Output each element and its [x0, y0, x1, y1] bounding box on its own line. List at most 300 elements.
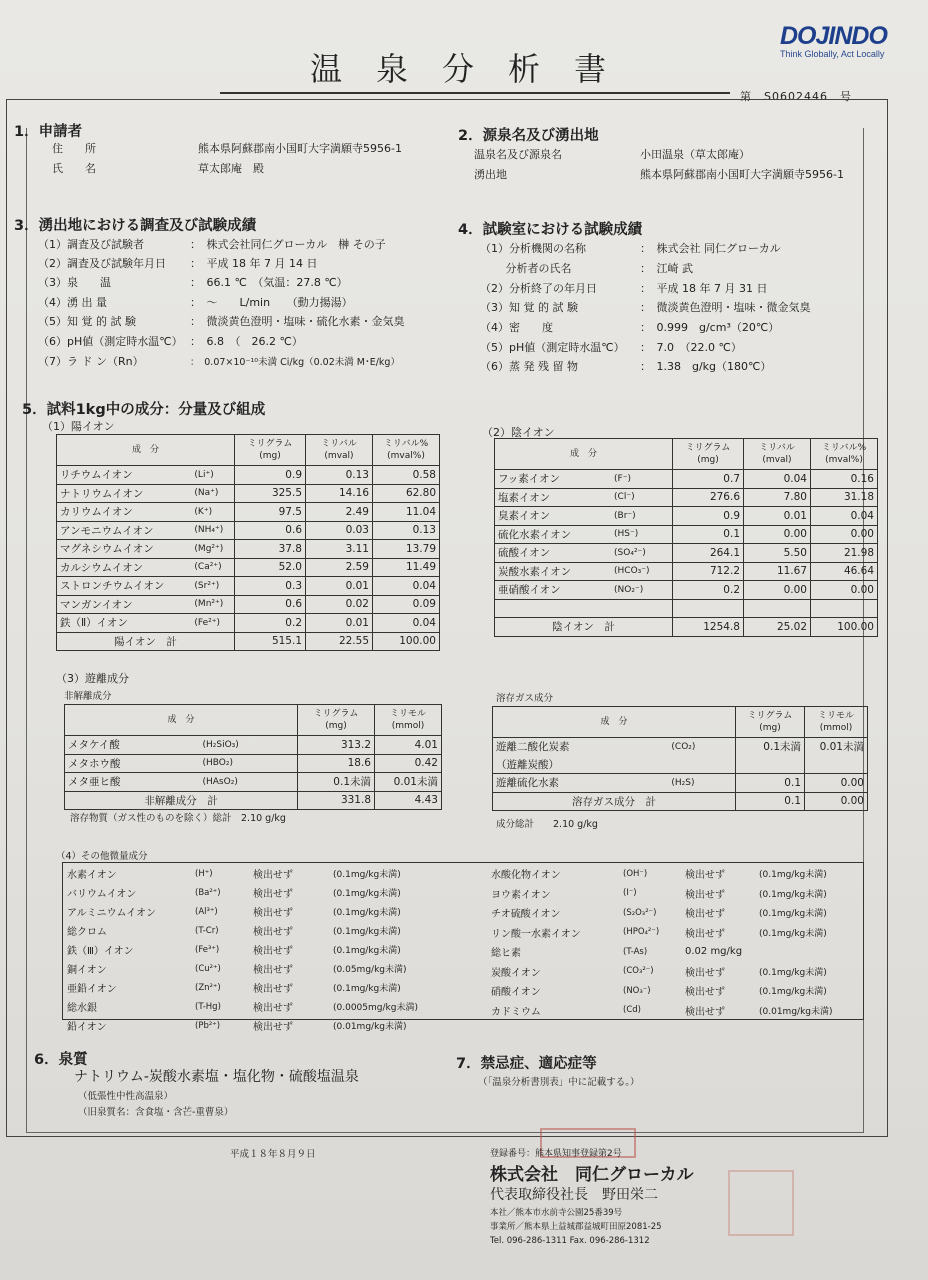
cation-mval: 3.11	[306, 540, 373, 559]
company-seal	[728, 1170, 794, 1236]
trace-limit: (0.1mg/kg未満)	[759, 987, 827, 998]
gas-total-mmol: 0.00	[805, 792, 868, 811]
trace-result: 検出せず	[253, 946, 293, 957]
cation-header-component: 成 分	[57, 435, 235, 466]
trace-limit: (0.1mg/kg未満)	[759, 889, 827, 900]
cation-mg: 0.2	[235, 614, 306, 633]
s3-value-2: ： 平成 18 年 7 月 14 日	[190, 257, 318, 270]
non-dissociated-table	[64, 704, 442, 810]
gas-name: 遊離硫化水素	[493, 774, 669, 793]
list-item	[66, 883, 419, 902]
trace-components-label: （4）その他微量成分	[56, 851, 148, 862]
anion-mvalpct: 21.98	[811, 544, 878, 563]
gas-header-mmol: ミリモル (mmol)	[805, 707, 868, 738]
phone-fax: Tel. 096-286-1311 Fax. 096-286-1312	[490, 1236, 650, 1246]
nd-total-mmol: 4.43	[375, 791, 442, 810]
nd-name: メタ亜ヒ酸	[65, 773, 200, 792]
s3-label-5: （5）知 覚 的 試 験	[38, 315, 136, 328]
anion-total-row	[495, 618, 878, 637]
table-row	[57, 540, 440, 559]
table-row	[57, 484, 440, 503]
table-row	[495, 488, 878, 507]
cation-mg: 52.0	[235, 558, 306, 577]
s4-label-6: （5）pH値（測定時水温℃）	[480, 341, 625, 354]
anion-formula: (HCO₃⁻)	[611, 562, 672, 581]
registration-number: 登録番号：熊本県知事登録第2号	[490, 1149, 622, 1159]
free-components-label: （3）遊離成分	[56, 672, 129, 685]
s3-label-7: （7）ラ ド ン（Rn）	[38, 355, 144, 368]
cation-name: マグネシウムイオン	[57, 540, 192, 559]
trace-formula: (T-As)	[623, 946, 648, 957]
anion-mg: 0.7	[673, 470, 744, 489]
cation-formula: (Li⁺)	[191, 466, 234, 485]
cation-mg: 97.5	[235, 503, 306, 522]
anion-name: 硫酸イオン	[495, 544, 612, 563]
cation-mg: 0.6	[235, 521, 306, 540]
cation-name: カリウムイオン	[57, 503, 192, 522]
anion-header-component: 成 分	[495, 439, 673, 470]
representative: 代表取締役社長 野田栄二	[490, 1187, 658, 1203]
anion-mvalpct: 46.64	[811, 562, 878, 581]
cation-total-mvalpct: 100.00	[373, 632, 440, 651]
cation-mvalpct: 13.79	[373, 540, 440, 559]
applicant-address: 熊本県阿蘇郡南小国町大字満願寺5956-1	[198, 142, 402, 155]
gas-formula: (CO₂)	[668, 738, 735, 756]
trace-formula: (Cd)	[623, 1005, 641, 1016]
s3-value-6: ： 6.8 （ 26.2 ℃）	[190, 335, 303, 348]
trace-formula: (Al³⁺)	[195, 906, 218, 917]
cation-formula: (Mn²⁺)	[191, 595, 234, 614]
table-row	[495, 562, 878, 581]
s3-label-2: （2）調査及び試験年月日	[38, 257, 166, 270]
table-row	[57, 558, 440, 577]
trace-limit: (0.1mg/kg未満)	[333, 908, 401, 918]
gas-mg: 0.1未満	[736, 738, 805, 756]
anion-mval: 5.50	[744, 544, 811, 563]
cation-name: ナトリウムイオン	[57, 484, 192, 503]
anion-mg: 0.1	[673, 525, 744, 544]
s4-label-4: （3）知 覚 的 試 験	[480, 301, 578, 314]
table-row	[57, 577, 440, 596]
trace-name: アルミニウムイオン	[67, 908, 156, 919]
cation-mval: 2.59	[306, 558, 373, 577]
nd-mg: 313.2	[298, 736, 375, 755]
trace-limit: (0.1mg/kg未満)	[333, 927, 401, 937]
cation-mg: 0.6	[235, 595, 306, 614]
s3-label-4: （4）湧 出 量	[38, 296, 107, 309]
list-item	[66, 997, 419, 1016]
anion-name: 炭酸水素イオン	[495, 562, 612, 581]
trace-limit: (0.1mg/kg未満)	[333, 946, 401, 956]
trace-limit: (0.05mg/kg未満)	[333, 965, 407, 975]
anion-mvalpct: 0.00	[811, 525, 878, 544]
dissolved-total-note: 溶存物質（ガス性のものを除く）総計 2.10 g/kg	[70, 813, 286, 824]
list-item	[66, 902, 419, 921]
trace-result: 検出せず	[253, 908, 293, 919]
s4-label-5: （4）密 度	[480, 321, 553, 334]
table-row	[493, 774, 868, 793]
anion-name: 塩素イオン	[495, 488, 612, 507]
document-title: 温泉分析書	[220, 44, 730, 94]
section-4-heading: 4．試験室における試験成績	[458, 222, 643, 238]
anion-formula: (NO₂⁻)	[611, 581, 672, 600]
trace-name: 水酸化物イオン	[491, 870, 561, 882]
cation-name: ストロンチウムイオン	[57, 577, 192, 596]
list-item	[490, 884, 834, 904]
trace-result: 検出せず	[253, 1022, 293, 1033]
trace-limit: (0.1mg/kg未満)	[759, 870, 827, 881]
trace-name: 鉄（Ⅲ）イオン	[67, 946, 134, 957]
document-number: 第 S0602446 号	[740, 90, 852, 103]
table-row	[57, 614, 440, 633]
list-item	[490, 962, 834, 982]
s4-label-7: （6）蒸 発 残 留 物	[480, 360, 578, 373]
cation-mg: 325.5	[235, 484, 306, 503]
anion-formula: (SO₄²⁻)	[611, 544, 672, 563]
applicant-address-label: 住 所	[52, 142, 96, 155]
table-row	[495, 544, 878, 563]
trace-formula: (HPO₄²⁻)	[623, 927, 660, 938]
trace-formula: (Cu²⁺)	[195, 963, 221, 974]
table-row	[65, 754, 442, 773]
table-row	[495, 470, 878, 489]
trace-formula: (NO₃⁻)	[623, 985, 651, 996]
cation-mval: 0.13	[306, 466, 373, 485]
head-office-address: 本社／熊本市水前寺公園25番39号	[490, 1208, 623, 1218]
anion-mg: 0.9	[673, 507, 744, 526]
table-row	[57, 521, 440, 540]
cation-header-mg: ミリグラム (mg)	[235, 435, 306, 466]
anion-table	[494, 438, 878, 637]
table-row	[493, 756, 868, 774]
cation-mg: 37.8	[235, 540, 306, 559]
anion-total-label: 陰イオン 計	[495, 618, 673, 637]
trace-result: 検出せず	[253, 927, 293, 938]
cation-mvalpct: 0.09	[373, 595, 440, 614]
gas-name-sub: （遊離炭酸）	[493, 756, 669, 774]
cation-mval: 0.01	[306, 614, 373, 633]
table-row	[495, 507, 878, 526]
section-3-heading: 3．湧出地における調査及び試験成績	[14, 218, 257, 234]
gas-formula: (H₂S)	[668, 774, 735, 793]
section-5-heading: 5．試料1kg中の成分：分量及び組成	[22, 402, 266, 418]
spring-name-label: 温泉名及び源泉名	[474, 148, 562, 161]
gas-mmol: 0.00	[805, 774, 868, 793]
anion-name: フッ素イオン	[495, 470, 612, 489]
cation-mvalpct: 62.80	[373, 484, 440, 503]
nd-mg: 0.1未満	[298, 773, 375, 792]
s4-value-6: ： 7.0 （22.0 ℃）	[640, 341, 742, 354]
section-1-heading: 1．申請者	[14, 124, 83, 140]
spring-name: 小田温泉（草太郎庵）	[640, 148, 750, 161]
s4-value-4: ： 微淡黄色澄明・塩味・微金気臭	[640, 301, 811, 314]
nd-total-mg: 331.8	[298, 791, 375, 810]
trace-result: 検出せず	[253, 1003, 293, 1014]
anion-formula: (F⁻)	[611, 470, 672, 489]
trace-formula: (Fe³⁺)	[195, 944, 220, 955]
cation-name: カルシウムイオン	[57, 558, 192, 577]
cation-formula: (Mg²⁺)	[191, 540, 234, 559]
table-row	[495, 599, 878, 618]
section-6-heading: 6．泉質	[34, 1052, 88, 1068]
cation-name: 鉄（Ⅱ）イオン	[57, 614, 192, 633]
trace-formula: (Zn²⁺)	[195, 982, 221, 993]
s4-label-1: （1）分析機関の名称	[480, 242, 586, 255]
cation-formula: (Na⁺)	[191, 484, 234, 503]
cation-mval: 14.16	[306, 484, 373, 503]
cation-mval: 2.49	[306, 503, 373, 522]
s3-label-6: （6）pH値（測定時水温℃）	[38, 335, 183, 348]
cation-mvalpct: 11.04	[373, 503, 440, 522]
cation-formula: (Sr²⁺)	[191, 577, 234, 596]
trace-result: 検出せず	[253, 889, 293, 900]
cation-name: リチウムイオン	[57, 466, 192, 485]
anions-label: （2）陰イオン	[482, 426, 555, 439]
anion-mvalpct: 0.16	[811, 470, 878, 489]
anion-header-mval: ミリバル (mval)	[744, 439, 811, 470]
cation-total-label: 陽イオン 計	[57, 632, 235, 651]
gas-mmol: 0.01未満	[805, 738, 868, 756]
list-item	[490, 942, 834, 962]
trace-limit: (0.1mg/kg未満)	[333, 889, 401, 899]
table-row	[495, 525, 878, 544]
cations-label: （1）陽イオン	[42, 420, 115, 433]
anion-total-mvalpct: 100.00	[811, 618, 878, 637]
cation-mg: 0.9	[235, 466, 306, 485]
gas-total-label: 溶存ガス成分 計	[493, 792, 736, 811]
nd-name: メタケイ酸	[65, 736, 200, 755]
list-item	[66, 1016, 419, 1035]
list-item	[490, 903, 834, 923]
list-item	[66, 978, 419, 997]
nd-mmol: 4.01	[375, 736, 442, 755]
trace-name: リン酸一水素イオン	[491, 928, 581, 940]
anion-name: 亜硝酸イオン	[495, 581, 612, 600]
anion-total-mval: 25.02	[744, 618, 811, 637]
trace-limit: (0.1mg/kg未満)	[759, 967, 827, 978]
trace-result: 検出せず	[685, 987, 725, 999]
gas-header-mg: ミリグラム (mg)	[736, 707, 805, 738]
anion-mg: 0.2	[673, 581, 744, 600]
cation-total-mval: 22.55	[306, 632, 373, 651]
table-row	[495, 581, 878, 600]
anion-mg: 712.2	[673, 562, 744, 581]
s4-label-2: 分析者の氏名	[480, 262, 572, 275]
trace-formula: (S₂O₃²⁻)	[623, 907, 657, 918]
spring-quality-note-2: （旧泉質名：含食塩・含芒-重曹泉）	[78, 1107, 234, 1118]
anion-formula: (HS⁻)	[611, 525, 672, 544]
anion-header-mvalpct: ミリバル% (mval%)	[811, 439, 878, 470]
s3-value-3: ： 66.1 ℃ （気温：27.8 ℃）	[190, 276, 348, 289]
non-dissociated-label: 非解離成分	[64, 691, 112, 702]
trace-result: 検出せず	[685, 1006, 725, 1018]
trace-name: 銅イオン	[67, 965, 107, 976]
anion-mvalpct: 0.04	[811, 507, 878, 526]
trace-name: ヨウ素イオン	[491, 889, 551, 901]
nd-formula: (H₂SiO₃)	[200, 736, 298, 755]
table-row	[57, 503, 440, 522]
s4-value-2: ： 江崎 武	[640, 262, 693, 275]
trace-result: 検出せず	[685, 909, 725, 921]
trace-result: 検出せず	[685, 870, 725, 882]
trace-formula: (T-Hg)	[195, 1001, 221, 1012]
nd-header-component: 成 分	[65, 705, 298, 736]
trace-result: 検出せず	[253, 965, 293, 976]
table-row	[65, 736, 442, 755]
cation-name: アンモニウムイオン	[57, 521, 192, 540]
indications-note: （「温泉分析書別表」中に記載する。）	[478, 1077, 640, 1088]
trace-name: 総ヒ素	[491, 948, 521, 960]
s3-value-7: ： 0.07×10⁻¹⁰未満 Ci/kg（0.02未満 M･E/kg）	[190, 357, 400, 368]
trace-formula: (CO₃²⁻)	[623, 966, 654, 977]
anion-total-mg: 1254.8	[673, 618, 744, 637]
nd-name: メタホウ酸	[65, 754, 200, 773]
anion-mval: 7.80	[744, 488, 811, 507]
spring-location: 熊本県阿蘇郡南小国町大字満願寺5956-1	[640, 168, 844, 181]
s3-label-3: （3）泉 温	[38, 276, 111, 289]
trace-formula: (H⁺)	[195, 868, 213, 879]
trace-limit	[758, 942, 834, 962]
nd-formula: (HBO₂)	[200, 754, 298, 773]
s3-value-4: ： ～ L/min （動力揚湯）	[190, 296, 353, 309]
list-item	[490, 981, 834, 1001]
trace-limit: (0.01mg/kg未満)	[759, 1006, 833, 1017]
trace-result: 検出せず	[253, 870, 293, 881]
cation-mvalpct: 0.58	[373, 466, 440, 485]
trace-name: 総水銀	[67, 1003, 97, 1014]
cation-mg: 0.3	[235, 577, 306, 596]
dissolved-gas-table	[492, 706, 868, 811]
cation-mvalpct: 11.49	[373, 558, 440, 577]
trace-name: バリウムイオン	[67, 889, 137, 900]
anion-formula: (Cl⁻)	[611, 488, 672, 507]
list-item	[490, 864, 834, 884]
nd-total-row	[65, 791, 442, 810]
anion-mval: 0.00	[744, 525, 811, 544]
anion-name: 臭素イオン	[495, 507, 612, 526]
cation-mval: 0.01	[306, 577, 373, 596]
logo-wordmark: DOJINDO	[780, 22, 887, 50]
trace-formula: (I⁻)	[623, 888, 637, 899]
s4-label-3: （2）分析終了の年月日	[480, 282, 597, 295]
table-row	[57, 466, 440, 485]
gas-mg: 0.1	[736, 774, 805, 793]
table-row	[493, 738, 868, 756]
spring-quality-note-1: （低張性中性高温泉）	[78, 1091, 174, 1102]
trace-result: 検出せず	[685, 967, 725, 979]
logo-tagline: Think Globally, Act Locally	[780, 49, 885, 59]
issue-date: 平成１８年８月９日	[230, 1149, 316, 1160]
cation-formula: (K⁺)	[191, 503, 234, 522]
cation-formula: (Ca²⁺)	[191, 558, 234, 577]
s4-value-7: ： 1.38 g/kg（180℃）	[640, 360, 772, 373]
cation-total-row	[57, 632, 440, 651]
anion-mval: 11.67	[744, 562, 811, 581]
trace-left-list	[66, 864, 419, 1035]
section-2-heading: 2．源泉名及び湧出地	[458, 128, 599, 144]
nd-header-mg: ミリグラム (mg)	[298, 705, 375, 736]
trace-formula: (OH⁻)	[623, 868, 648, 879]
gas-header-component: 成 分	[493, 707, 736, 738]
trace-name: 鉛イオン	[67, 1022, 107, 1033]
cation-mvalpct: 0.04	[373, 614, 440, 633]
trace-name: チオ硫酸イオン	[491, 909, 561, 921]
anion-name: 硫化水素イオン	[495, 525, 612, 544]
trace-result: 検出せず	[253, 984, 293, 995]
trace-name: 総クロム	[67, 927, 107, 938]
cation-total-mg: 515.1	[235, 632, 306, 651]
nd-mmol: 0.01未満	[375, 773, 442, 792]
trace-right-list	[490, 864, 834, 1020]
company-name: 株式会社 同仁グローカル	[490, 1165, 694, 1185]
trace-formula: (Pb²⁺)	[195, 1020, 221, 1031]
trace-formula: (T-Cr)	[195, 925, 219, 936]
cation-mvalpct: 0.13	[373, 521, 440, 540]
cation-header-mval: ミリバル (mval)	[306, 435, 373, 466]
spring-quality: ナトリウム-炭酸水素塩・塩化物・硫酸塩温泉	[74, 1069, 359, 1085]
anion-header-mg: ミリグラム (mg)	[673, 439, 744, 470]
s4-value-3: ： 平成 18 年 7 月 31 日	[640, 282, 768, 295]
list-item	[66, 921, 419, 940]
spring-location-label: 湧出地	[474, 168, 507, 181]
trace-name: 亜鉛イオン	[67, 984, 117, 995]
trace-name: 硝酸イオン	[491, 987, 541, 999]
cation-table	[56, 434, 440, 651]
list-item	[66, 959, 419, 978]
gas-name: 遊離二酸化炭素	[493, 738, 669, 756]
anion-mval: 0.01	[744, 507, 811, 526]
cation-header-mvalpct: ミリバル% (mval%)	[373, 435, 440, 466]
s4-value-1: ： 株式会社 同仁グローカル	[640, 242, 781, 255]
list-item	[490, 923, 834, 943]
s3-value-5: ： 微淡黄色澄明・塩味・硫化水素・金気臭	[190, 315, 405, 328]
section-7-heading: 7．禁忌症、適応症等	[456, 1056, 597, 1072]
s3-value-1: ： 株式会社同仁グローカル 榊 その子	[190, 238, 386, 251]
trace-limit: (0.01mg/kg未満)	[333, 1022, 407, 1032]
list-item	[490, 1001, 834, 1021]
nd-formula: (HAsO₂)	[200, 773, 298, 792]
list-item	[66, 940, 419, 959]
anion-mvalpct: 0.00	[811, 581, 878, 600]
anion-mvalpct: 31.18	[811, 488, 878, 507]
anion-mval: 0.00	[744, 581, 811, 600]
trace-name: カドミウム	[491, 1006, 541, 1018]
trace-name: 水素イオン	[67, 870, 117, 881]
trace-limit: (0.0005mg/kg未満)	[333, 1003, 418, 1013]
cation-mval: 0.03	[306, 521, 373, 540]
trace-limit: (0.1mg/kg未満)	[759, 909, 827, 920]
nd-mmol: 0.42	[375, 754, 442, 773]
office-address: 事業所／熊本県上益城郡益城町田原2081-25	[490, 1222, 662, 1232]
nd-header-mmol: ミリモル (mmol)	[375, 705, 442, 736]
cation-mval: 0.02	[306, 595, 373, 614]
total-components-note: 成分総計 2.10 g/kg	[496, 819, 598, 830]
cation-mvalpct: 0.04	[373, 577, 440, 596]
trace-limit: (0.1mg/kg未満)	[333, 984, 401, 994]
cation-name: マンガンイオン	[57, 595, 192, 614]
applicant-name: 草太郎庵 殿	[198, 162, 264, 175]
anion-formula: (Br⁻)	[611, 507, 672, 526]
dissolved-gas-label: 溶存ガス成分	[496, 693, 554, 704]
anion-mg: 264.1	[673, 544, 744, 563]
trace-result: 検出せず	[685, 889, 725, 901]
trace-result: 0.02 mg/kg	[685, 946, 743, 958]
cation-formula: (Fe²⁺)	[191, 614, 234, 633]
table-row	[65, 773, 442, 792]
s4-value-5: ： 0.999 g/cm³（20℃）	[640, 321, 780, 334]
table-row	[57, 595, 440, 614]
list-item	[66, 864, 419, 883]
